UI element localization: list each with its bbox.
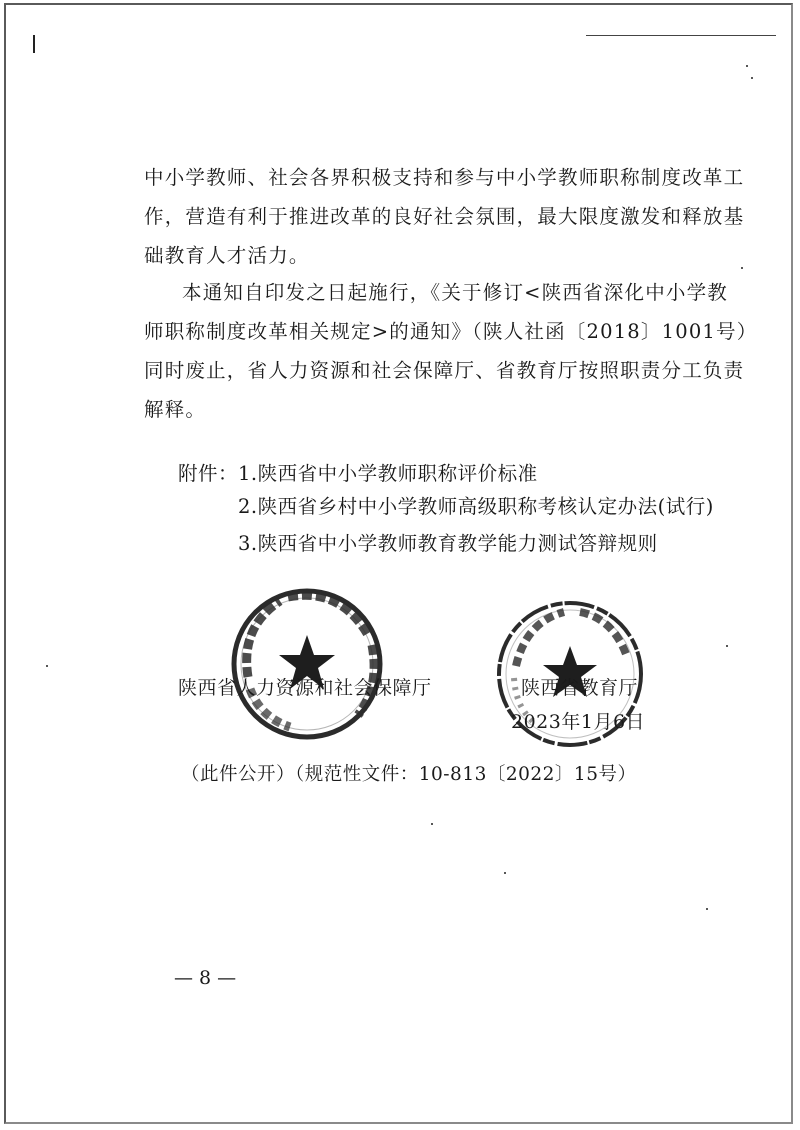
body-paragraph-2 [144,273,758,429]
attachments-label: 附件： [178,462,239,485]
text-line: 中小学教师、社会各界积极支持和参与中小学教师职称制度改革工 [144,166,745,189]
scan-artifact-line [586,35,776,36]
sign-date: 2023年1月6日 [511,711,646,733]
page-number: — 8 — [174,967,237,989]
scan-speck [706,908,708,910]
scan-artifact-mark [33,35,35,53]
text-line: 同时废止，省人力资源和社会保障厅、省教育厅按照职责分工负责 [144,359,745,382]
scan-speck [431,823,433,825]
text-line: 础教育人才活力。 [144,244,310,267]
signer-left: 陕西省人力资源和社会保障厅 [178,677,432,699]
scan-speck [741,267,743,269]
text-line: 本通知自印发之日起施行，《关于修订<陕西省深化中小学教 [182,281,728,304]
scan-speck [504,872,506,874]
scan-speck [46,665,48,667]
footer-note: （此件公开）（规范性文件：10-813〔2022〕15号） [181,764,637,785]
scan-speck [751,77,753,79]
document-page [4,3,793,1124]
text-line: 作，营造有利于推进改革的良好社会氛围，最大限度激发和释放基 [144,205,745,228]
attachment-item: 3.陕西省中小学教师教育教学能力测试答辩规则 [238,532,658,555]
attachment-item: 1.陕西省中小学教师职称评价标准 [238,462,538,485]
text-line: 师职称制度改革相关规定>的通知》（陕人社函〔2018〕1001号） [144,320,758,343]
scan-speck [726,645,728,647]
body-paragraph-1 [144,158,745,275]
text-line: 解释。 [144,398,207,421]
signer-right: 陕西省教育厅 [521,677,639,699]
left-official-seal [230,587,384,741]
scan-speck [746,65,748,67]
attachment-item: 2.陕西省乡村中小学教师高级职称考核认定办法(试行) [238,495,714,518]
